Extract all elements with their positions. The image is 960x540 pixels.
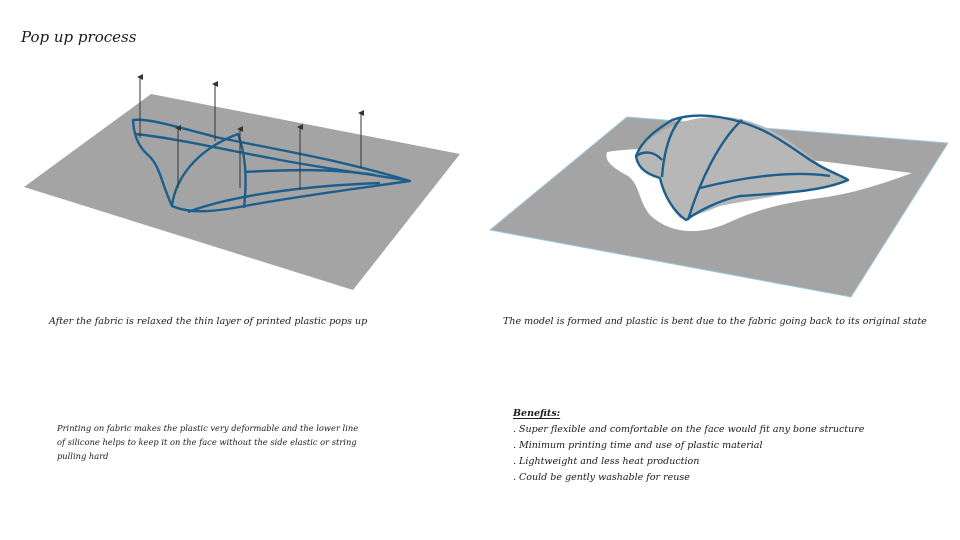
right-caption: The model is formed and plastic is bent due to the fabric going back to its original state bbox=[503, 316, 927, 327]
benefits-list bbox=[513, 406, 864, 486]
benefit-item: . Super flexible and comfortable on the face would fit any bone structure bbox=[513, 424, 865, 435]
benefit-item: . Lightweight and less heat production bbox=[513, 456, 700, 467]
left-caption: After the fabric is relaxed the thin layer of printed plastic pops up bbox=[49, 316, 368, 327]
benefit-item: . Could be gently washable for reuse bbox=[513, 472, 690, 483]
note-paragraph: Printing on fabric makes the plastic very deformable and the lower line of silicone helps to keep it on the face without the side elastic or string pulling hard bbox=[57, 423, 359, 461]
page-title: Pop up process bbox=[21, 28, 137, 46]
benefit-item: . Minimum printing time and use of plastic material bbox=[513, 440, 763, 451]
benefits-title: Benefits: bbox=[513, 408, 561, 419]
